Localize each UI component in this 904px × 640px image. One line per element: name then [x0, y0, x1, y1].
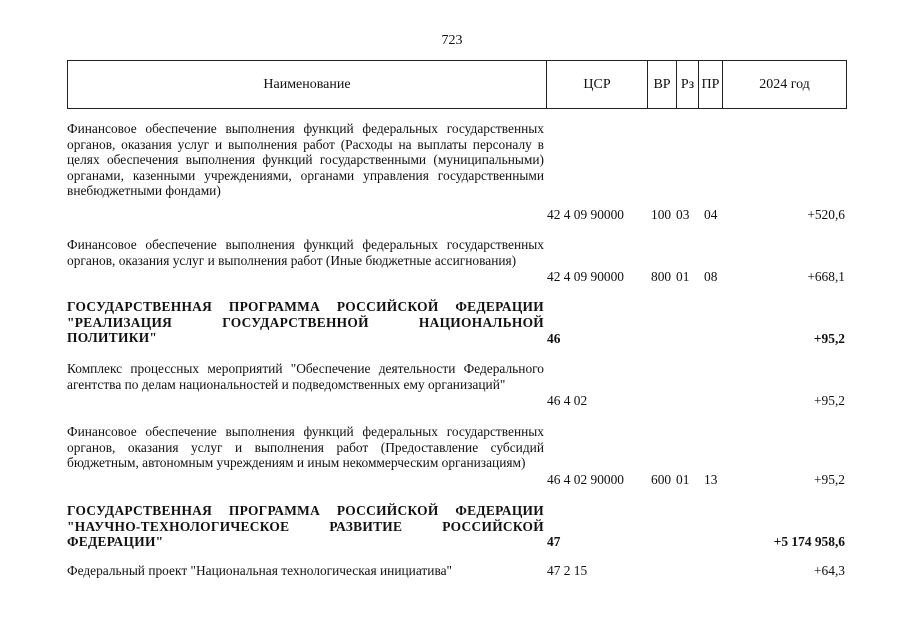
row-amount: +520,6	[807, 207, 845, 222]
row-name: Финансовое обеспечение выполнения функций федеральных государственных органов, оказания услуг и выполнения работ (Предоставление субсидий бюджетным, автономным учреждениям и иным некоммерческим организациям)	[67, 424, 544, 471]
table-header	[67, 60, 847, 109]
row-name: ГОСУДАРСТВЕННАЯ ПРОГРАММА РОССИЙСКОЙ ФЕДЕРАЦИИ "НАУЧНО-ТЕХНОЛОГИЧЕСКОЕ РАЗВИТИЕ РОССИЙСКОЙ ФЕДЕРАЦИИ"	[67, 503, 544, 550]
row-vr: 600	[651, 472, 672, 487]
row-amount: +95,2	[813, 331, 845, 346]
header-pr: ПР	[699, 61, 723, 108]
row-name: Финансовое обеспечение выполнения функций федеральных государственных органов, оказания услуг и выполнения работ (Иные бюджетные ассигнования)	[67, 237, 544, 268]
row-amount: +5 174 958,6	[773, 534, 845, 549]
row-name: Финансовое обеспечение выполнения функций федеральных государственных органов, оказания услуг и выполнения работ (Расходы на выплаты персоналу в целях обеспечения выполнения функций государственными (муниципальными) органами, казенными учреждениями, органами управления государственными внебюджетными фондами)	[67, 121, 544, 199]
row-csr: 42 4 09 90000	[547, 207, 624, 222]
row-csr: 46 4 02 90000	[547, 472, 624, 487]
header-rz: Рз	[677, 61, 699, 108]
row-csr: 42 4 09 90000	[547, 269, 624, 284]
header-csr: ЦСР	[547, 61, 648, 108]
header-vr: ВР	[648, 61, 677, 108]
row-pr: 08	[704, 269, 718, 284]
row-vr: 800	[651, 269, 672, 284]
row-csr: 47 2 15	[547, 563, 588, 578]
header-name: Наименование	[68, 61, 547, 108]
row-rz: 01	[676, 472, 690, 487]
row-amount: +64,3	[814, 563, 845, 578]
row-rz: 03	[676, 207, 690, 222]
row-csr: 46	[547, 331, 561, 346]
row-rz: 01	[676, 269, 690, 284]
row-pr: 04	[704, 207, 718, 222]
page-number: 723	[441, 33, 463, 48]
row-vr: 100	[651, 207, 672, 222]
row-csr: 47	[547, 534, 561, 549]
row-csr: 46 4 02	[547, 393, 588, 408]
row-amount: +95,2	[814, 393, 845, 408]
row-amount: +668,1	[807, 269, 845, 284]
row-pr: 13	[704, 472, 718, 487]
row-name: Федеральный проект "Национальная технологическая инициатива"	[67, 563, 452, 578]
row-name: ГОСУДАРСТВЕННАЯ ПРОГРАММА РОССИЙСКОЙ ФЕДЕРАЦИИ "РЕАЛИЗАЦИЯ ГОСУДАРСТВЕННОЙ НАЦИОНАЛЬНОЙ ПОЛИТИКИ"	[67, 299, 544, 346]
header-year: 2024 год	[759, 76, 810, 92]
row-name: Комплекс процессных мероприятий "Обеспечение деятельности Федерального агентства по делам национальностей и подведомственных ему организаций"	[67, 361, 544, 392]
row-amount: +95,2	[814, 472, 845, 487]
